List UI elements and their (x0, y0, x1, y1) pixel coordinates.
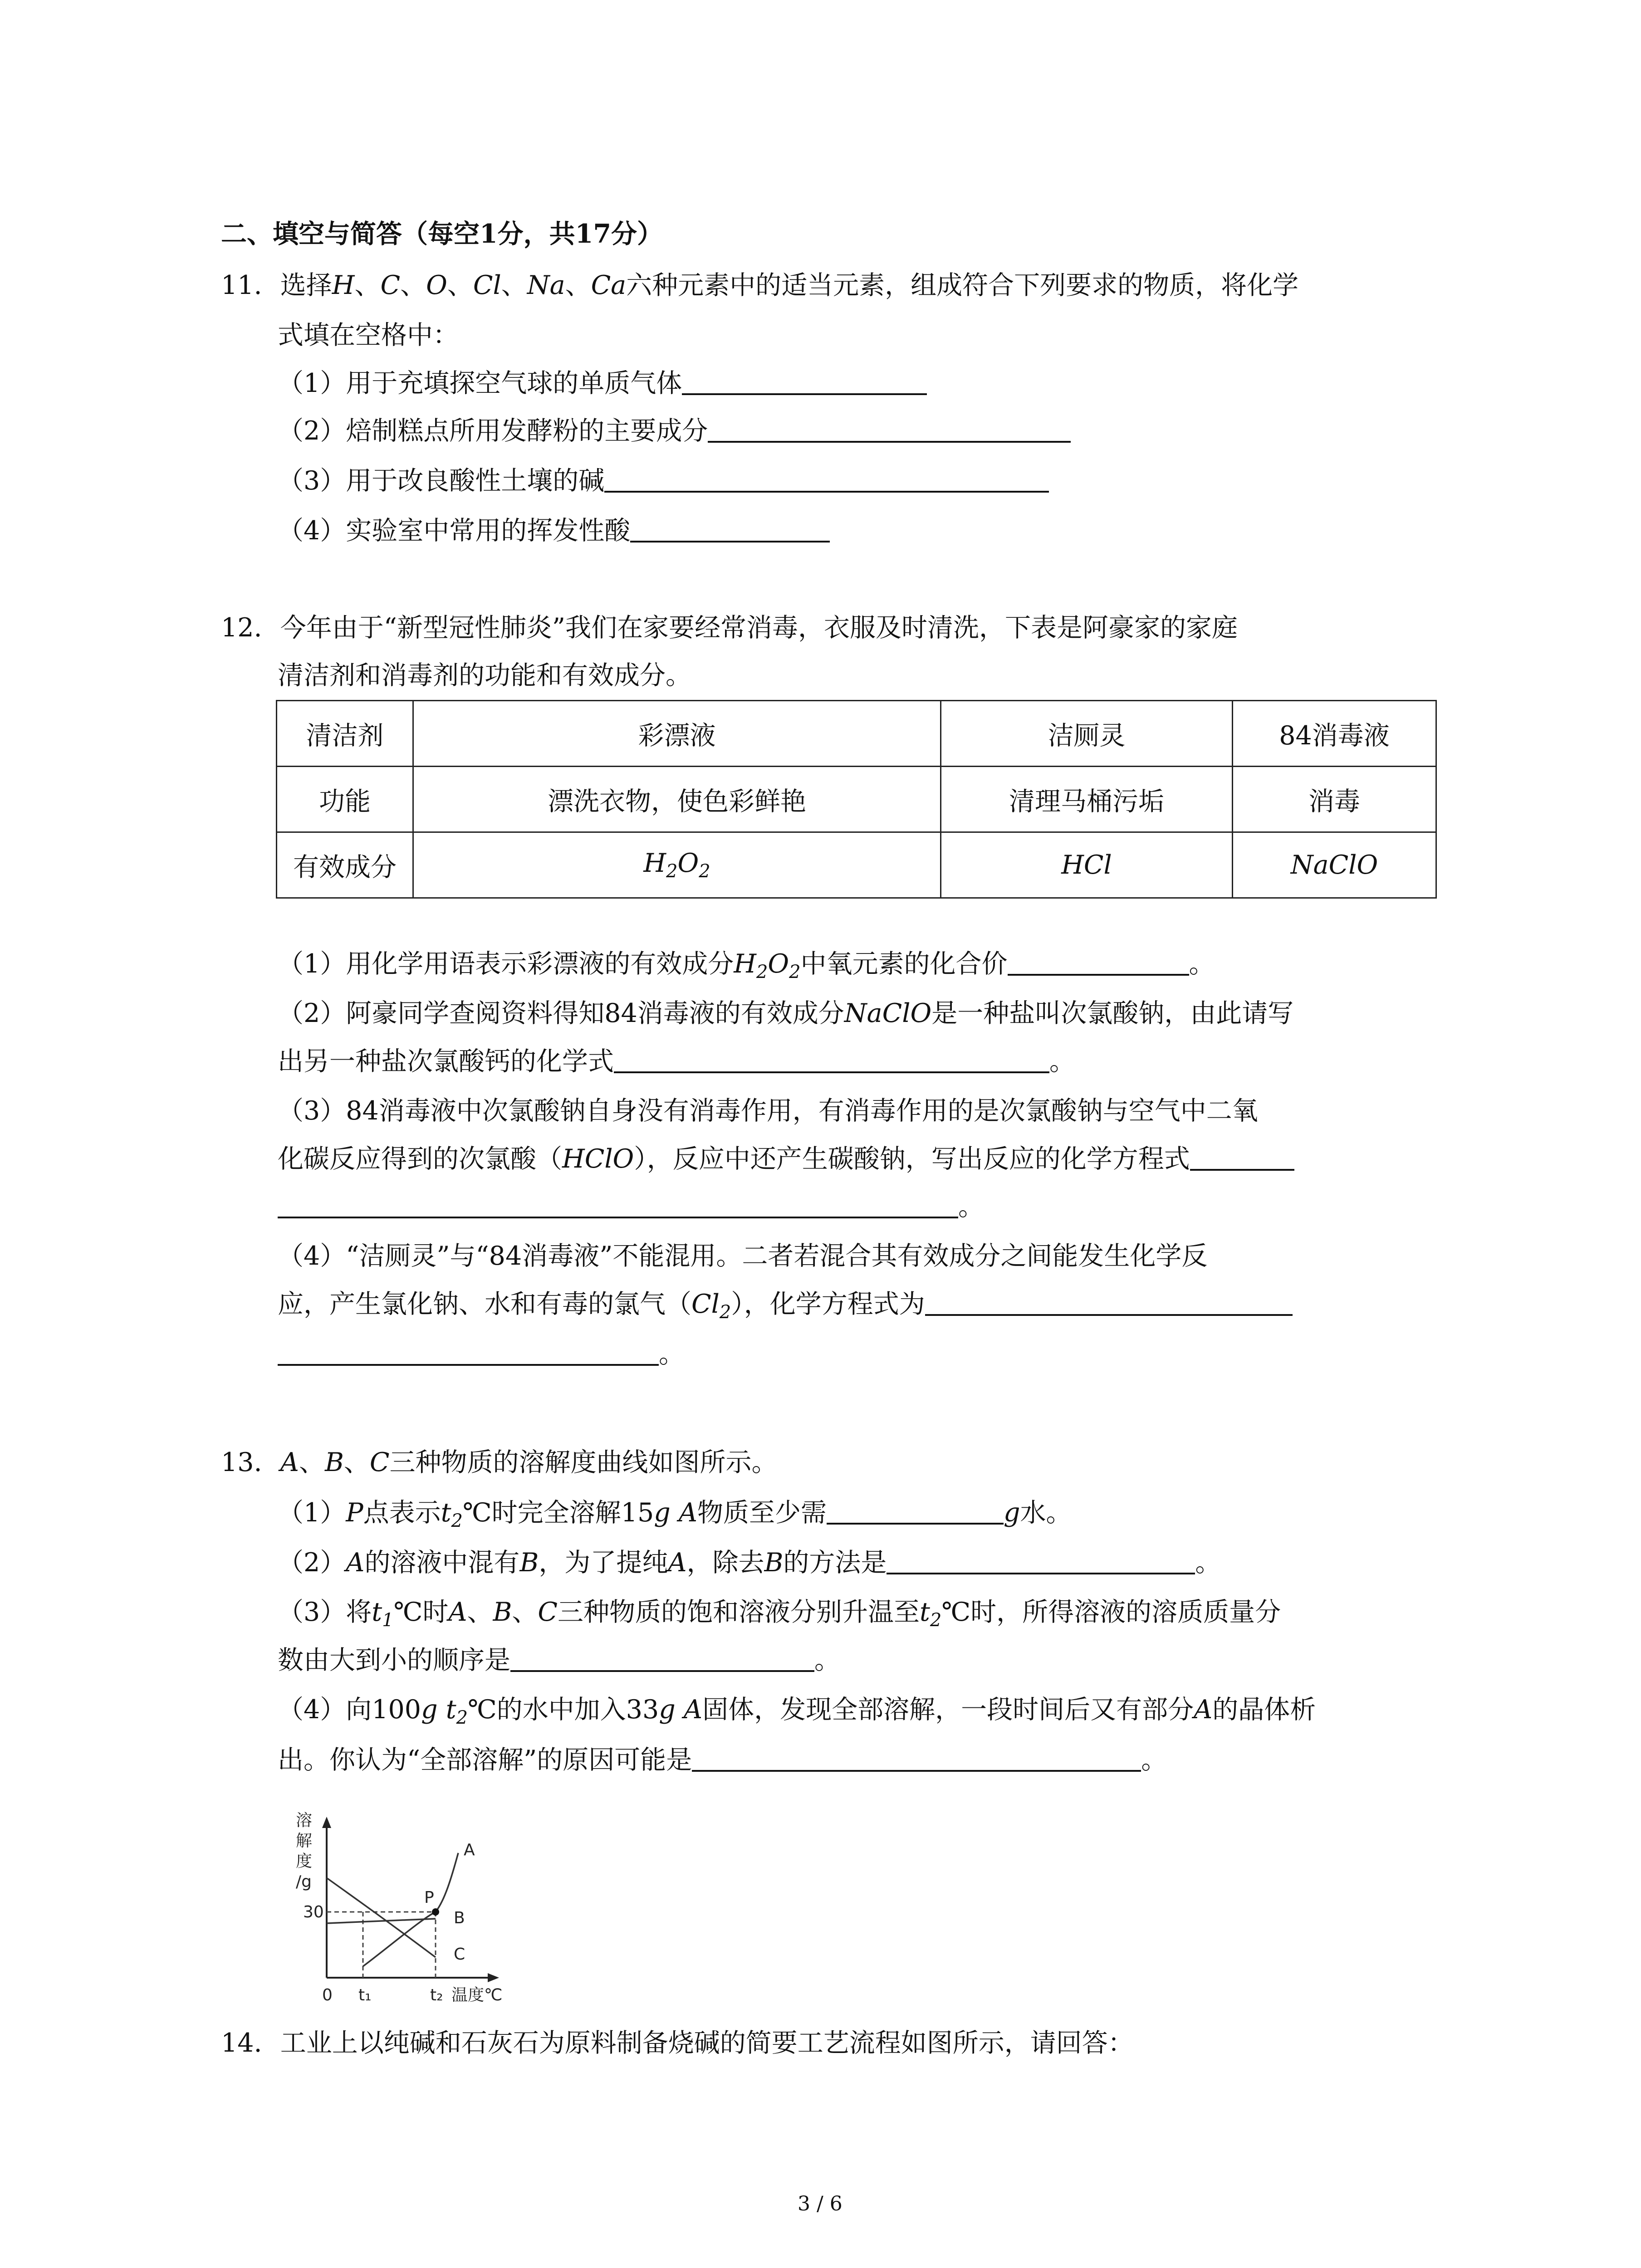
curve-A (363, 1853, 458, 1966)
table-cell: 清理马桶污垢 (941, 767, 1233, 832)
point-P (432, 1908, 439, 1916)
table-row (277, 767, 1436, 832)
q12-stem-line2: 清洁剂和消毒剂的功能和有效成分。 (278, 660, 691, 690)
q11-number: 11. (221, 270, 262, 300)
table-row (277, 701, 1436, 767)
table-cell-formula: HCl (941, 832, 1233, 898)
q12-part2-line2: 出另一种盐次氯酸钙的化学式 。 (278, 1046, 1075, 1077)
answer-blank[interactable] (1190, 1143, 1294, 1171)
x-axis-label: 温度℃ (451, 1986, 503, 2004)
q12-number: 12. (221, 613, 262, 643)
table-cell: 清洁剂 (277, 701, 413, 767)
answer-blank[interactable] (278, 1338, 659, 1366)
q11-item-1: （1）用于充填探空气球的单质气体 (278, 367, 927, 399)
q13-part4-line1: （4）向100g $t_2℃$的水中加入33g A固体，发现全部溶解，一段时间后又有部分A的晶体析 (278, 1695, 1316, 1728)
q13-part3-line1: （3）将$t_1℃$时A、B、C三种物质的饱和溶液分别升温至$t_2℃$时，所得溶液的溶质质量分 (278, 1597, 1281, 1631)
q12-part4-line2: 应，产生氯化钠、水和有毒的氯气$(Cl_2)$，化学方程式为 (278, 1288, 1293, 1324)
q12-part4-line3: 。 (278, 1338, 685, 1370)
ylabel-1: 溶 (296, 1811, 313, 1830)
table-cell: 有效成分 (277, 832, 413, 898)
answer-blank[interactable] (604, 465, 1049, 493)
label-P: P (424, 1888, 434, 1907)
answer-blank[interactable] (1008, 948, 1189, 976)
q13-part3-line2: 数由大到小的顺序是 。 (278, 1644, 840, 1676)
ylabel-3: 度 (296, 1852, 313, 1871)
y-axis-arrow (322, 1817, 331, 1828)
answer-blank[interactable] (708, 415, 1071, 443)
answer-blank[interactable] (827, 1497, 1004, 1525)
x-tick-t1: t₁ (358, 1986, 372, 2004)
q11-item-4: （4）实验室中常用的挥发性酸 (278, 515, 830, 547)
x-axis-arrow (488, 1973, 499, 1982)
curve-C (327, 1878, 436, 1957)
ylabel-2: 解 (296, 1832, 313, 1850)
q14-number: 14. (221, 2028, 262, 2058)
answer-blank[interactable] (692, 1744, 1141, 1772)
q13-number: 13. (221, 1447, 262, 1477)
page-number: 3 / 6 (798, 2192, 843, 2215)
answer-blank[interactable] (278, 1191, 958, 1218)
table-cell: 洁厕灵 (941, 701, 1233, 767)
answer-blank[interactable] (630, 515, 830, 543)
answer-blank[interactable] (614, 1046, 1049, 1073)
q12-stem-line1: 12. 今年由于“新型冠性肺炎”我们在家要经常消毒，衣服及时清洗，下表是阿豪家的家庭 (221, 613, 1238, 643)
x-tick-t2: t₂ (430, 1986, 443, 2004)
q11-stem-line1: 11. 选择H、C、O、Cl、Na、Ca六种元素中的适当元素，组成符合下列要求的物质，将化学 (221, 270, 1299, 300)
q12-part2-line1: （2）阿豪同学查阅资料得知84消毒液的有效成分NaClO是一种盐叫次氯酸钠，由此请写 (278, 998, 1294, 1028)
q11-item-3: （3）用于改良酸性土壤的碱 (278, 465, 1049, 497)
q12-part3-line3: 。 (278, 1191, 984, 1222)
table-cell: 彩漂液 (413, 701, 941, 767)
cleaner-table (276, 700, 1437, 899)
table-cell: 漂洗衣物，使色彩鲜艳 (413, 767, 941, 832)
q12-part1: （1）用化学用语表示彩漂液的有效成分$H_2O_2$中氧元素的化合价 。 (278, 948, 1215, 983)
table-cell: 功能 (277, 767, 413, 832)
q12-part3-line1: （3）84消毒液中次氯酸钠自身没有消毒作用，有消毒作用的是次氯酸钠与空气中二氧 (278, 1096, 1258, 1126)
q13-part1: （1）P点表示$t_2℃$时完全溶解15g A物质至少需 g水。 (278, 1497, 1072, 1532)
answer-blank[interactable] (887, 1547, 1195, 1574)
q11-item-2: （2）焙制糕点所用发酵粉的主要成分 (278, 415, 1071, 447)
q14-stem: 14. 工业上以纯碱和石灰石为原料制备烧碱的简要工艺流程如图所示，请回答： (221, 2028, 1134, 2058)
y-tick-30: 30 (303, 1903, 324, 1921)
q11-stem-line2: 式填在空格中： (278, 320, 459, 350)
answer-blank[interactable] (925, 1288, 1293, 1316)
q12-part3-line2: 化碳反应得到的次氯酸（HClO），反应中还产生碳酸钠，写出反应的化学方程式 (278, 1143, 1294, 1175)
label-A: A (464, 1841, 475, 1859)
table-cell: 消毒 (1233, 767, 1436, 832)
section-title: 二、填空与简答（每空1分，共17分） (221, 219, 663, 249)
answer-blank[interactable] (510, 1644, 814, 1672)
table-cell: 84消毒液 (1233, 701, 1436, 767)
q13-stem: 13. A、B、C三种物质的溶解度曲线如图所示。 (221, 1447, 778, 1477)
label-B: B (454, 1909, 465, 1927)
q13-part2: （2）A的溶液中混有B，为了提纯A，除去B的方法是 。 (278, 1547, 1221, 1579)
label-C: C (454, 1945, 465, 1964)
table-cell-formula: $H_2O_2$ (413, 832, 941, 898)
ylabel-4: /g (296, 1872, 312, 1891)
table-cell-formula: NaClO (1233, 832, 1436, 898)
q13-part4-line2: 出。你认为“全部溶解”的原因可能是 。 (278, 1744, 1167, 1776)
answer-blank[interactable] (682, 367, 927, 395)
table-row (277, 832, 1436, 898)
x-origin: 0 (322, 1986, 333, 2004)
solubility-chart (277, 1810, 531, 2009)
q12-part4-line1: （4）“洁厕灵”与“84消毒液”不能混用。二者若混合其有效成分之间能发生化学反 (278, 1241, 1208, 1271)
